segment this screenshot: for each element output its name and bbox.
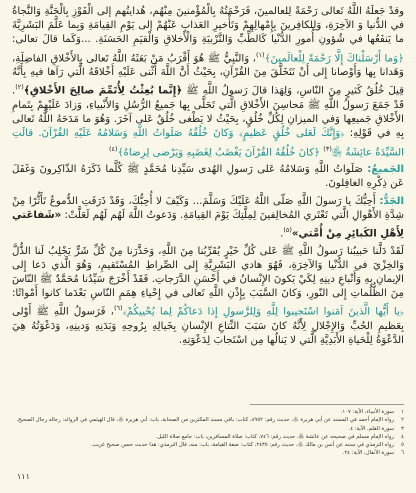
text-line: لَقَدْ دَلَّنا حَبيبُنا رَسولُ اللَّهِ ﷺ عَلى كُلِّ خَيْرٍ يُقَرِّبُنا مِنَ اللَّهِ، وَحَذَّرَنا مِنْ كُلِّ شَرٍّ يَجْلِبُ لَنا [34,245,404,257]
text-line: وَلِهَذا قالَ رَسولُ اللَّهِ ﷺ [186,85,293,97]
text-line: عَظيمٍ﴾ وَكانَ خُلُقُهُ صَلَواتُ اللَّهِ وَسَلامُهُ عَلَيْهِ القُرْآنَ. قالَتِ السَّيِّدَةُ عائِشَةُ ﵂ [12,128,404,158]
quran-verse: الَّذينَ آمَنوا اسْتَجيبوا لِلَّهِ وَلِلرَّسولِ إِذا دَعاكُمْ لِما يُحْييكُمْ﴾ [122,306,371,318]
page-number: ١١١ [17,472,30,481]
footnote-text: رواه الإمام أحمد في المسند عن أبي هريرة ﵁، حديث رقم: ٨٩٥٢، كتاب: باقي مسند المكثرين من الصحابة، باب: أبي هريرة ﵁، قال الهيثمي في الزوائد: رجاله رجال الصحيح. [16,417,394,424]
text-line: اسْتَجابَ لِدَعْوَتِهِ [182,335,248,347]
footnote-mark: (٣) [323,144,332,153]
quran-verse: ﴿يا أَيُّها [375,306,404,318]
text-line: وقدْ جَعلَهُ اللَّهُ تَعالى رَحْمَةً لِلعالمينَ، فَرَحْمَتُهُ بِالْمُؤْمنينَ مِنْهُم، هُدايتُهم إلى الْفَوْزِ بِالْجَنَّةِ وَالنَّجاةُ في الدُّنيا وَ [12,6,404,32]
text-line: وَأَوْصانا إِلى أَنْ نَتَخَلَّقَ مِنَ القُرْآنِ، بِحَيْثُ أَنَّ اللَّهَ أَثْنى عَلَيْهِ أَخْلاقَهُ الَّتي رَآها فيهِ بِأَنَّهُ قِيلَ خُلُقُ كَثيرٍ مِنَ النّاسِ، [12,67,404,97]
paragraph-all [12,163,404,191]
text-line: دَعا إِلى الإيمانِ بِهِ وَأَتْباعِ دينِهِ لِكَيْ يَكونَ الإِنْسانُ في أَحْسَنِ الدَّرَجاتِ. فَقَدْ أَخْرَجَ سَيِّدُنا مُحَمَّدٌ ﷺ النّاسَ [12,259,404,286]
paragraph-grandfather: الجَدُّ: أَحِبُّكَ يا رَسولَ اللَّهِ صَلّى اللَّهُ عَلَيْكَ وَسَلَّمَ... وَكَيْفَ لا أُحِبُّكَ، وَقَدْ ذَرَفَتِ الدُّموعُ تَأَثُّرًا مِنْ شِدَّةِ الأَهْوالِ الَّتي تَعْتَري المُخالِفينَ لِمِلَّتِكَ يَوْمَ القِيامَةِ. وَدَعوتُ اللَّهَ لَهُم لَهُم لَعَلَّتْ: «شَفاعَتي لِأَهْلِ الكَبائِرِ مِنْ أُمَّتي»$^{(٥)}$. [12,195,404,240]
footnote-number: ٢ [401,417,404,424]
text-line: مِنْ شِدَّةِ الأَهْوالِ الَّتي تَعْتَري المُخالِفينَ لِمِلَّتِكَ يَوْمَ القِيامَةِ. وَدَعوتُ اللَّهَ لَهُم لَهُم لَعَلَّتْ: [12,195,404,221]
footnote [50,425,404,433]
hadith-quote: يَغْضَبُ لِغَضَبِهِ وَيَرْضى لِرِضاهُ﴾ [117,147,242,158]
footnote-text: رواه الترمذي في سننه عن أنس بن مالك ﵁، حديث رقم: ٢٤٣٥، كتاب: صفة القيامة، باب: منه، قال الترمذي: هذا حديث حسن صحيح غريب. [90,442,394,449]
text-line: مِنَ الظُّلُماتِ إِلى النّورِ، وَكانَ السَّبَبَ بِإِذْنِ اللَّهِ تَعالى في إِحْياءِ هِمَمِ النّاسِ بَعْدَما كانوا أَمْواتًا: [12,288,404,300]
text-line: الذُّلَّ وَالخِزْيَ في الدُّنْيا وَالآخِرَةِ، فَهُوَ هادي البَشَرِيَّةِ إِلى الصِّراطِ المُسْتَقيمِ، وَهُوَ الَّذي [12,245,404,271]
text-line: لِكُلِّ خُلُقٍ، بِحَيْثُ لا يَطْغى خُلُقٌ عَلى آخَرَ. وَهُوَ ما مَدَحَهُ اللَّهُ تَعالى بِهِ في قَوْلِهِ: [12,114,404,140]
speaker-label: الجَدُّ: [379,195,404,207]
footnote [50,449,404,457]
text-line: فَرَسولُ اللَّهِ ﷺ أَوْلى بِعَظيمِ الحُبِّ وَالإِجْلالِ [12,306,404,333]
footnotes [16,408,404,458]
footnote-number: ٥ [401,442,404,449]
footnote-mark: (٥) [283,226,292,235]
hadith-quote: ﴿إِنَّما بُعِثْتُ لِأُتَمِّمَ صالِحَ الأَخْلاقِ﴾ [23,85,183,97]
footnote-text: سورة الأنبياء، الآية: ١٠٧. [340,409,394,415]
paragraph-guidance: لَقَدْ دَلَّنا حَبيبُنا رَسولُ اللَّهِ ﷺ عَلى كُلِّ خَيْرٍ يُقَرِّبُنا مِنَ اللَّهِ، وَحَذَّرَنا مِنْ كُلِّ شَرٍّ يَجْلِبُ لَنا الذُّلَّ وَالخِزْيَ في الدُّنْيا وَالآخِرَةِ، فَهُوَ هادي البَشَرِيَّةِ إِلى الصِّراطِ المُسْتَقيمِ، وَهُوَ الَّذي دَعا إِلى الإيمانِ بِهِ وَأَتْباعِ دينِهِ لِكَيْ يَكونَ الإِنْسانُ في أَحْسَنِ الدَّرَجاتِ. فَقَدْ أَخْرَجَ سَيِّدُنا مُحَمَّدٌ ﷺ النّاسَ مِنَ الظُّلُماتِ إِلى النّورِ، وَكانَ السَّبَبَ بِإِذْنِ اللَّهِ تَعالى في إِحْياءِ هِمَمِ النّاسِ بَعْدَما كانوا أَمْواتًا: ﴿يا أَيُّها الَّذينَ آمَنوا اسْتَجيبوا لِلَّهِ وَلِلرَّسولِ إِذا دَعاكُمْ لِما يُحْييكُمْ﴾$^{(٦)}$، فَرَسولُ اللَّهِ ﷺ أَوْلى بِعَظيمِ الحُبِّ وَالإِجْلالِ لِأَنَّهُ كانَ سَبَبَ النِّتاعِ الإِنْسانِ بِخَيالِهِ بِرُوحِهِ وَبَدَنِهِ وَدينِهِ، وَدَعْوَتُهُ هِيَ الدَّعْوَةُ لِلْحَياةِ الأَبَدِيَّةِ الَّتي لا يَنالُها مِن اسْتَجابَ لِدَعْوَتِهِ. [12,245,404,347]
footnote-number: ٣ [401,425,404,432]
text-line: صَلَواتُ اللَّهِ وَسَلامُهُ عَلى رَسولِ الهُدى سَيِّدِنا مُحَمَّدٍ ﷺ كُلَّما ذَكَرَهُ الذّاكِرونَ وَغَفَلَ عَن [12,164,404,190]
footnote-text: سورة القلم، الآية: ٤. [348,425,394,432]
text-line: شُؤونِ أُمورِ الدُّنْيا كَالطِّبِّ وَالتَّرْبيَةِ وَالْأَخلاقِ وَالْقيَمِ الحَسَنَةِ. ...وَكَما قالَ تعالى: [12,34,345,46]
quran-verse: ﴿وَإِنَّكَ لَعَلى خُلُقٍ [272,128,345,140]
footnote-mark: (٦) [113,304,123,313]
footnote-number: ١ [401,409,404,415]
footnote-divider [250,404,404,405]
footnote [16,416,404,424]
footnote-number: ٦ [401,450,404,457]
hadith-quote: «شَفاعَتي لِأَهْلِ الكَبائِرِ مِنْ أُمَّتي» [12,209,404,240]
footnote-text: رواه الإمام مسلم في صحيحه عن عائشة ﵂، حديث رقم: ٧٤٦، كتاب: صلاة المسافرين، باب: جامع صلاة الليل. [155,433,394,440]
text-line: أَحِبُّكَ يا رَسولَ اللَّهِ صَلّى اللَّهُ عَلَيْكَ وَسَلَّمَ... وَكَيْفَ لا أُحِبُّكَ، وَقَدْ ذَرَفَتِ الدُّموعُ تَأَثُّرًا [28,195,376,207]
paragraph-mercy: وقدْ جَعلَهُ اللَّهُ تَعالى رَحْمَةً لِلعالمينَ، فَرَحْمَتُهُ بِالْمُؤْمنينَ مِنْهُم، هُدايتُهم إلى الْفَوْزِ بِالْجَنَّةِ وَالنَّجاةُ في الدُّنيا وَ الآخِرَةِ، وَلِلكافِرينَ بِإِمْهالِهِمْ وَتَأْخيرِ العَذابِ عَنْهُمْ إلى يَوْمِ القِيامَةِ وَبِما عَلَّمَ البَشَرِيَّةَ ما يَنفَعُها في شُؤونِ أُمورِ الدُّنْيا كَالطِّبِّ وَالتَّرْبيَةِ وَالْأَخلاقِ وَالْقيَمِ الحَسَنَةِ. ...وَكَما قالَ تعالى: ﴿وَما أَرْسَلْناكَ إِلَّا رَحْمَةً لِلْعالَمينَ﴾$^{(١)}$، وَالنَّبِيُّ ﷺ هُوَ أَقْرَبُ مَنْ بَعَثَهُ اللَّهُ تَعالى بِالأَخْلاقِ الفاضِلَةِ، وَهَدانا بِها وَأَوْصانا إِلى أَنْ نَتَخَلَّقَ مِنَ القُرْآنِ، بِحَيْثُ أَنَّ اللَّهَ أَثْنى عَلَيْهِ أَخْلاقَهُ الَّتي رَآها فيهِ بِأَنَّهُ قِيلَ خُلُقُ كَثيرٍ مِنَ النّاسِ، وَلِهَذا قالَ رَسولُ اللَّهِ ﷺ ﴿إِنَّما بُعِثْتُ لِأُتَمِّمَ صالِحَ الأَخْلاقِ﴾$^{(٢)}$. قَدْ جَمَعَ رَسولُ اللَّهِ ﷺ مَحاسِنَ الأَخْلاقِ الَّتي تَحَلَّى بِها جَميعُ الرُّسُلِ وَالأَنْبياءِ، وَزادَ عَلَيْهِمْ بِتَمامِ الأَخْلاقِ جَميعِها وَفي الميزانِ لِكُلِّ خُلُقٍ، بِحَيْثُ لا يَطْغى خُلُقٌ عَلى آخَرَ. وَهُوَ ما مَدَحَهُ اللَّهُ تَعالى بِهِ في قَوْلِهِ: ﴿وَإِنَّكَ لَعَلى خُلُقٍ عَظيمٍ﴾ وَكانَ خُلُقُهُ صَلَواتُ اللَّهِ وَسَلامُهُ عَلَيْهِ القُرْآنَ. قالَتِ السَّيِّدَةُ عائِشَةُ ﵂$^{(٣)}$ ﴿كانَ خُلُقُهُ القُرْآنَ يَغْضَبُ لِغَضَبِهِ وَيَرْضى لِرِضاهُ﴾$^{(٤)}$ [12,6,404,158]
footnote-mark: (٤) [108,144,118,153]
text-line: لِأَنَّهُ كانَ سَبَبَ النِّتاعِ الإِنْسانِ بِخَيالِهِ بِرُوحِهِ وَبَدَنِهِ وَدينِهِ، وَدَعْوَتُهُ هِيَ الدَّعْوَةُ لِلْحَياةِ الأَبَدِيَّةِ الَّتي لا يَنالُها مِن [12,321,404,347]
hadith-quote: ﴿كانَ خُلُقُهُ القُرْآنَ [244,147,321,158]
text-line: الآخِرَةِ، وَلِلكافِرينَ بِإِمْهالِهِمْ وَتَأْخيرِ العَذابِ عَنْهُمْ إلى يَوْمِ القِيامَةِ وَبِما عَلَّمَ البَشَرِيَّةَ ما يَنفَعُها في [12,20,404,46]
text-line: ذِكْرِهِ الغافِلونَ. [325,178,387,190]
footnote-mark: (٢) [15,83,24,92]
speaker-label: الجَميعُ: [367,164,404,176]
footnote-number: ٤ [401,433,404,440]
main-text [12,5,404,348]
text-line: مَحاسِنَ الأَخْلاقِ الَّتي تَحَلَّى بِها جَميعُ الرُّسُلِ وَالأَنْبياءِ، وَزادَ عَلَيْهِمْ بِتَمامِ الأَخْلاقِ جَميعِها وَفي الميزانِ [12,100,404,126]
footnote [50,441,404,449]
footnote [50,408,404,416]
footnote-mark: (١) [255,50,265,59]
footnote-text: سورة الأنفال، الآية: ٢٤. [342,450,394,457]
footnote [50,433,404,441]
text-line: ، وَالنَّبِيُّ ﷺ هُوَ أَقْرَبُ مَنْ بَعَثَهُ اللَّهُ تَعالى بِالأَخْلاقِ الفاضِلَةِ، وَهَدانا بِها [12,53,404,79]
text-line: قَدْ جَمَعَ رَسولُ اللَّهِ ﷺ [307,100,404,111]
quran-verse: ﴿وَما أَرْسَلْناكَ إِلَّا رَحْمَةً لِلْعالَمينَ﴾ [264,53,404,64]
